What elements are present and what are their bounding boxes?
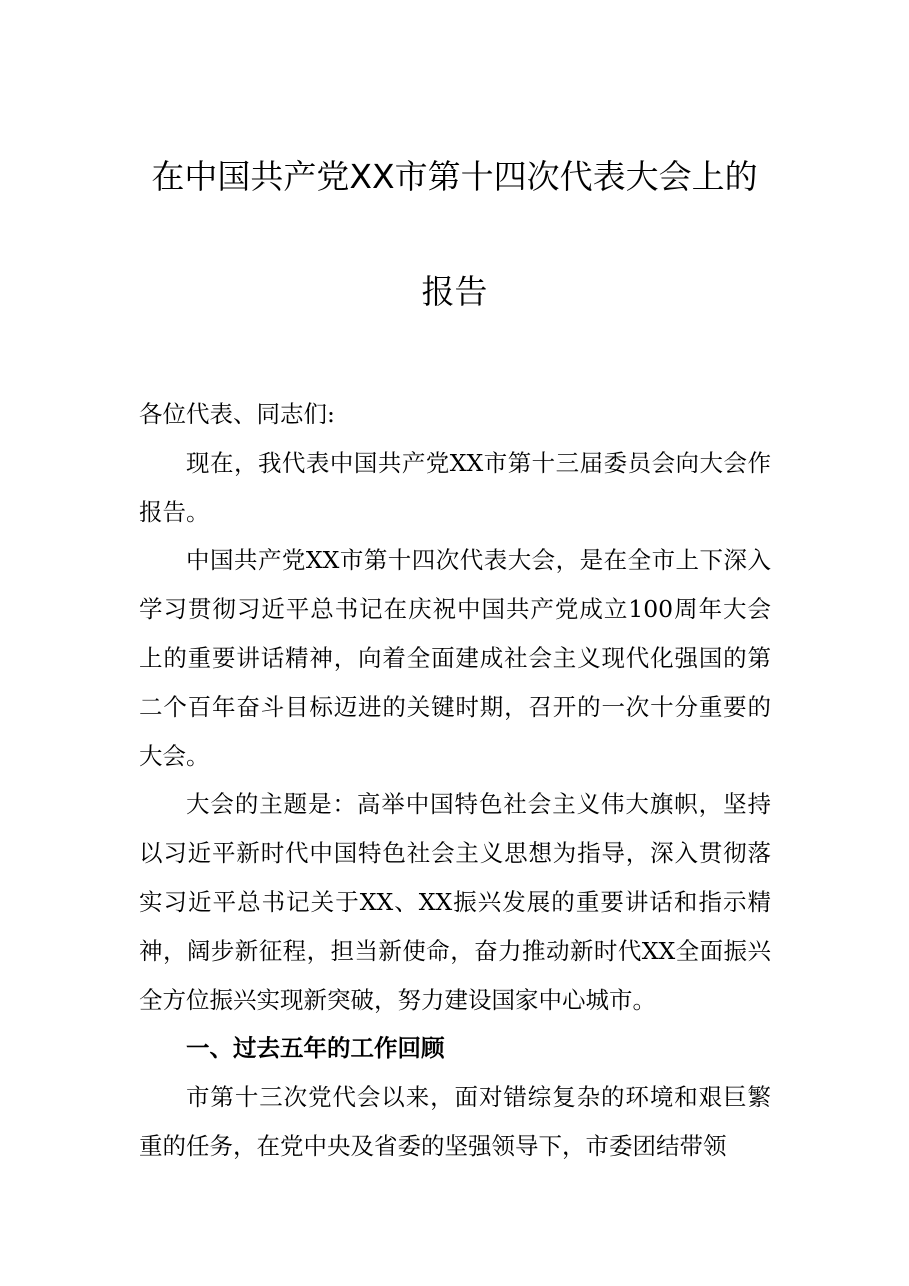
document-title-line-2: 报告	[421, 272, 488, 311]
paragraph-intro: 现在，我代表中国共产党XX市第十三届委员会向大会作报告。	[139, 448, 771, 526]
section-heading: 一、过去五年的工作回顾	[186, 1034, 445, 1063]
section-paragraph: 市第十三次党代会以来，面对错综复杂的环境和艰巨繁重的任务，在党中央及省委的坚强领导下，市委团结带领	[139, 1083, 771, 1160]
paragraph-context: 中国共产党XX市第十四次代表大会，是在全市上下深入学习贯彻习近平总书记在庆祝中国共产党成立100周年大会上的重要讲话精神，向着全面建成社会主义现代化强国的第二个百年奋斗目标迈进的关键时期，召开的一次十分重要的大会。	[139, 546, 771, 770]
document-title-line-1: 在中国共产党XX市第十四次代表大会上的	[151, 157, 758, 196]
paragraph-theme: 大会的主题是：高举中国特色社会主义伟大旗帜，坚持以习近平新时代中国特色社会主义思想为指导，深入贯彻落实习近平总书记关于XX、XX振兴发展的重要讲话和指示精神，阔步新征程，担当新使命，奋力推动新时代XX全面振兴全方位振兴实现新突破，努力建设国家中心城市。	[139, 790, 771, 1014]
salutation: 各位代表、同志们:	[139, 400, 335, 428]
document-body	[139, 390, 771, 1171]
